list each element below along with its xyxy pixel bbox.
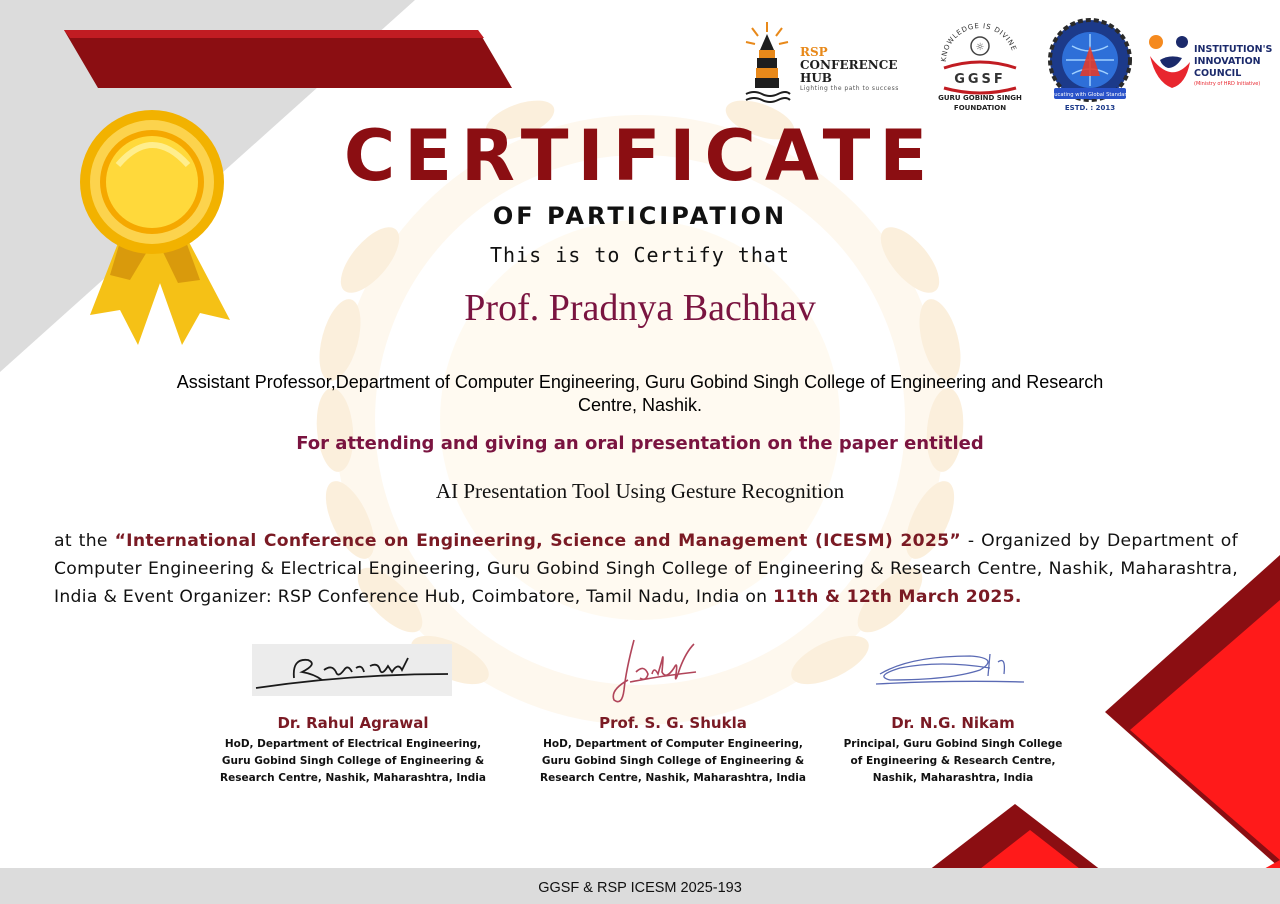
signature-nikam <box>870 646 1030 690</box>
rsp-logo-line3: HUB <box>800 71 832 85</box>
rsp-logo <box>800 46 920 92</box>
recipient-name: Prof. Pradnya Bachhav <box>464 287 816 329</box>
rsp-lighthouse-icon <box>742 20 792 108</box>
ggsf-line2: FOUNDATION <box>953 104 1007 112</box>
ggsf-letters: GGSF <box>954 72 1006 87</box>
paper-title: AI Presentation Tool Using Gesture Recognition <box>435 479 845 503</box>
signatory-role: HoD, Department of Computer Engineering, Guru Gobind Singh College of Engineering & Research Centre, Nashik, Maharashtra, India <box>540 738 806 784</box>
red-banner-top <box>64 30 512 88</box>
signatory-nikam <box>803 714 1103 787</box>
college-ribbon-text: Educating with Global Standards <box>1047 92 1133 98</box>
college-emblem <box>1046 16 1134 114</box>
iic-line3: COUNCIL <box>1194 68 1242 79</box>
signatory-role: Principal, Guru Gobind Singh College of Engineering & Research Centre, Nashik, Maharashtra, India <box>843 738 1063 784</box>
signatory-name: Prof. S. G. Shukla <box>599 714 747 732</box>
paragraph-prefix: at the <box>54 531 115 551</box>
iic-line4: (Ministry of HRD Initiative) <box>1194 81 1261 87</box>
certificate-title: CERTIFICATE <box>343 115 937 197</box>
ggsf-line1: GURU GOBIND SINGH <box>938 94 1022 102</box>
certificate-id: GGSF & RSP ICESM 2025-193 <box>538 880 742 896</box>
signatory-shukla <box>523 714 823 787</box>
ggsf-arc-text: KNOWLEDGE IS DIVINE <box>939 21 1019 63</box>
signatory-name: Dr. N.G. Nikam <box>891 714 1015 732</box>
attending-line: For attending and giving an oral presentation on the paper entitled <box>296 433 984 454</box>
rsp-logo-tagline: Lighting the path to success <box>800 85 899 92</box>
signature-agrawal <box>252 644 452 696</box>
conference-paragraph <box>54 527 1238 611</box>
iic-logo-icon <box>1146 32 1194 92</box>
ggsf-logo <box>928 20 1032 114</box>
certify-line: This is to Certify that <box>490 243 790 267</box>
rsp-logo-line1: RSP <box>800 45 828 59</box>
recipient-designation: Assistant Professor,Department of Computer Engineering, Guru Gobind Singh College of Engineering and Research Centre, Nashik. <box>176 372 1104 415</box>
svg-text:☼: ☼ <box>975 42 985 53</box>
paragraph-middle: - Organized by Department of Computer Engineering & Electrical Engineering, Guru Gobind Singh College of Engineering & Research Centre, Nashik, Maharashtra, India & Event Organizer: RSP Conference Hub, Coimbatore, Tamil Nadu, India on <box>54 531 1238 607</box>
red-banner-top-accent <box>64 30 484 38</box>
conference-dates: 11th & 12th March 2025. <box>773 587 1022 607</box>
iic-logo <box>1194 44 1280 88</box>
rsp-logo-line2: CONFERENCE <box>800 58 898 72</box>
signatory-name: Dr. Rahul Agrawal <box>277 714 429 732</box>
signatory-role: HoD, Department of Electrical Engineering, Guru Gobind Singh College of Engineering & Research Centre, Nashik, Maharashtra, India <box>220 738 486 784</box>
signatory-agrawal <box>203 714 503 787</box>
iic-line2: INNOVATION <box>1194 56 1261 67</box>
signature-shukla <box>600 630 710 710</box>
certificate-subtitle: OF PARTICIPATION <box>492 202 788 230</box>
conference-name: “International Conference on Engineering, Science and Management (ICESM) 2025” <box>114 531 962 551</box>
college-estd: ESTD. : 2013 <box>1064 104 1116 112</box>
iic-line1: INSTITUTION'S <box>1194 44 1273 55</box>
